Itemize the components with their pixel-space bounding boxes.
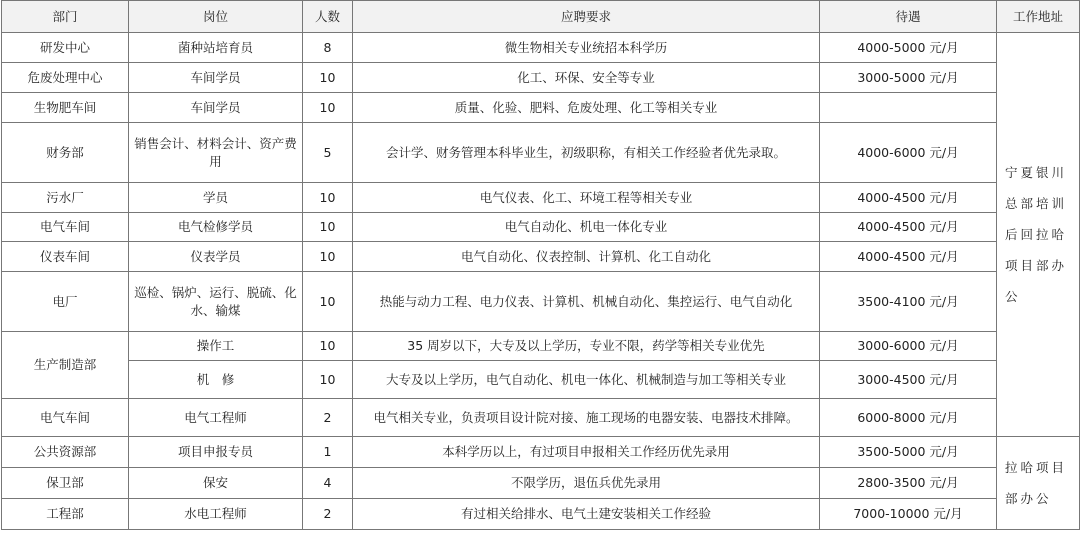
cell-count: 10 — [303, 63, 353, 93]
cell-requirements: 会计学、财务管理本科毕业生，初级职称，有相关工作经验者优先录取。 — [353, 123, 820, 183]
cell-position: 菌种站培育员 — [129, 33, 303, 63]
cell-salary: 4000-4500 元/月 — [820, 242, 997, 272]
cell-count: 5 — [303, 123, 353, 183]
cell-requirements: 微生物相关专业统招本科学历 — [353, 33, 820, 63]
cell-count: 2 — [303, 399, 353, 437]
table-row — [2, 361, 1080, 399]
cell-salary: 4000-4500 元/月 — [820, 183, 997, 213]
cell-count: 10 — [303, 361, 353, 399]
cell-position: 学员 — [129, 183, 303, 213]
table-header-row — [2, 1, 1080, 33]
cell-position: 巡检、锅炉、运行、脱硫、化水、输煤 — [129, 272, 303, 332]
table-row — [2, 213, 1080, 242]
table-row — [2, 242, 1080, 272]
cell-dept: 研发中心 — [2, 33, 129, 63]
cell-salary: 4000-5000 元/月 — [820, 33, 997, 63]
cell-requirements: 电气相关专业，负责项目设计院对接、施工现场的电器安装、电器技术排障。 — [353, 399, 820, 437]
table-row — [2, 123, 1080, 183]
table-row — [2, 33, 1080, 63]
cell-requirements: 化工、环保、安全等专业 — [353, 63, 820, 93]
cell-dept: 仪表车间 — [2, 242, 129, 272]
table-row — [2, 63, 1080, 93]
table-row — [2, 183, 1080, 213]
cell-salary: 6000-8000 元/月 — [820, 399, 997, 437]
cell-count: 10 — [303, 183, 353, 213]
cell-position: 车间学员 — [129, 93, 303, 123]
table-row — [2, 272, 1080, 332]
cell-requirements: 电气自动化、机电一体化专业 — [353, 213, 820, 242]
cell-salary: 4000-6000 元/月 — [820, 123, 997, 183]
cell-salary: 4000-4500 元/月 — [820, 213, 997, 242]
cell-requirements: 本科学历以上，有过项目申报相关工作经历优先录用 — [353, 437, 820, 468]
table-row — [2, 437, 1080, 468]
table-row — [2, 332, 1080, 361]
header-position: 岗位 — [129, 1, 303, 33]
cell-dept: 生产制造部 — [2, 332, 129, 399]
cell-dept: 危废处理中心 — [2, 63, 129, 93]
cell-position: 电气工程师 — [129, 399, 303, 437]
cell-dept: 工程部 — [2, 499, 129, 530]
cell-salary: 3000-4500 元/月 — [820, 361, 997, 399]
cell-dept: 保卫部 — [2, 468, 129, 499]
cell-position: 水电工程师 — [129, 499, 303, 530]
cell-location-yinchuan: 宁夏银川总部培训后回拉哈项目部办公 — [997, 33, 1080, 437]
cell-requirements: 热能与动力工程、电力仪表、计算机、机械自动化、集控运行、电气自动化 — [353, 272, 820, 332]
cell-count: 2 — [303, 499, 353, 530]
table-row — [2, 468, 1080, 499]
cell-requirements: 电气自动化、仪表控制、计算机、化工自动化 — [353, 242, 820, 272]
cell-salary: 3500-4100 元/月 — [820, 272, 997, 332]
cell-dept: 公共资源部 — [2, 437, 129, 468]
cell-count: 10 — [303, 332, 353, 361]
cell-requirements: 有过相关给排水、电气土建安装相关工作经验 — [353, 499, 820, 530]
cell-dept: 电气车间 — [2, 213, 129, 242]
cell-requirements: 电气仪表、化工、环境工程等相关专业 — [353, 183, 820, 213]
cell-count: 10 — [303, 93, 353, 123]
cell-position: 电气检修学员 — [129, 213, 303, 242]
cell-salary — [820, 93, 997, 123]
cell-requirements: 不限学历，退伍兵优先录用 — [353, 468, 820, 499]
cell-dept: 电厂 — [2, 272, 129, 332]
cell-count: 10 — [303, 242, 353, 272]
cell-position: 保安 — [129, 468, 303, 499]
header-location: 工作地址 — [997, 1, 1080, 33]
cell-dept: 电气车间 — [2, 399, 129, 437]
table-row — [2, 499, 1080, 530]
cell-position: 车间学员 — [129, 63, 303, 93]
header-salary: 待遇 — [820, 1, 997, 33]
cell-count: 10 — [303, 272, 353, 332]
cell-position: 销售会计、材料会计、资产费用 — [129, 123, 303, 183]
cell-dept: 财务部 — [2, 123, 129, 183]
cell-position: 操作工 — [129, 332, 303, 361]
cell-position: 项目申报专员 — [129, 437, 303, 468]
table-row — [2, 93, 1080, 123]
header-count: 人数 — [303, 1, 353, 33]
cell-requirements: 质量、化验、肥料、危废处理、化工等相关专业 — [353, 93, 820, 123]
cell-count: 1 — [303, 437, 353, 468]
cell-salary: 7000-10000 元/月 — [820, 499, 997, 530]
cell-location-laha: 拉哈项目部办公 — [997, 437, 1080, 530]
cell-requirements: 大专及以上学历，电气自动化、机电一体化、机械制造与加工等相关专业 — [353, 361, 820, 399]
cell-requirements: 35 周岁以下，大专及以上学历，专业不限，药学等相关专业优先 — [353, 332, 820, 361]
recruitment-table — [1, 0, 1080, 530]
table-row — [2, 399, 1080, 437]
cell-salary: 3000-5000 元/月 — [820, 63, 997, 93]
cell-count: 10 — [303, 213, 353, 242]
cell-dept: 生物肥车间 — [2, 93, 129, 123]
cell-count: 4 — [303, 468, 353, 499]
cell-count: 8 — [303, 33, 353, 63]
cell-salary: 3000-6000 元/月 — [820, 332, 997, 361]
cell-dept: 污水厂 — [2, 183, 129, 213]
cell-salary: 3500-5000 元/月 — [820, 437, 997, 468]
header-requirements: 应聘要求 — [353, 1, 820, 33]
header-dept: 部门 — [2, 1, 129, 33]
cell-position: 机 修 — [129, 361, 303, 399]
cell-position: 仪表学员 — [129, 242, 303, 272]
cell-salary: 2800-3500 元/月 — [820, 468, 997, 499]
